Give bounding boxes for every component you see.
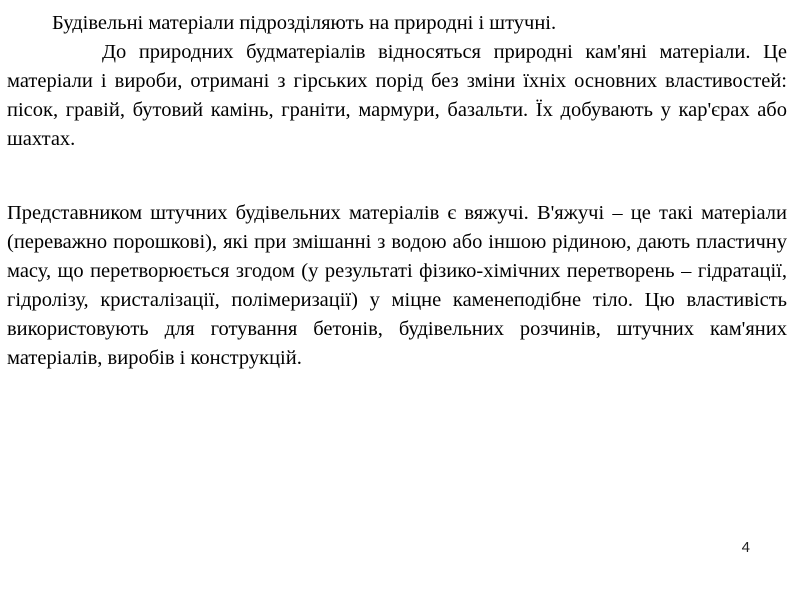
natural-materials-paragraph: До природних будматеріалів відносяться природні кам'яні матеріали. Це матеріали і вироби, отримані з гірських порід без зміни їхніх основних властивостей: пісок, гравій, бутовий камінь, граніти, мармури, базальти. Їх добувають у кар'єрах або шахтах. (7, 41, 787, 150)
intro-line: Будівельні матеріали підрозділяють на природні і штучні. (52, 12, 557, 34)
artificial-materials-paragraph: Представником штучних будівельних матеріалів є вяжучі. В'яжучі – це такі матеріали (переважно порошкові), які при змішанні з водою або іншою рідиною, дають пластичну масу, що перетворюється згодом (у результаті фізико-хімічних перетворень – гідратації, гідролізу, кристалізації, полімеризації) у міцне каменеподібне тіло. Цю властивість використовують для готування бетонів, будівельних розчинів, штучних кам'яних матеріалів, виробів і конструкцій. (7, 202, 787, 369)
text-block-artificial (7, 199, 787, 373)
page-number: 4 (741, 539, 750, 556)
text-block-natural (7, 9, 787, 154)
